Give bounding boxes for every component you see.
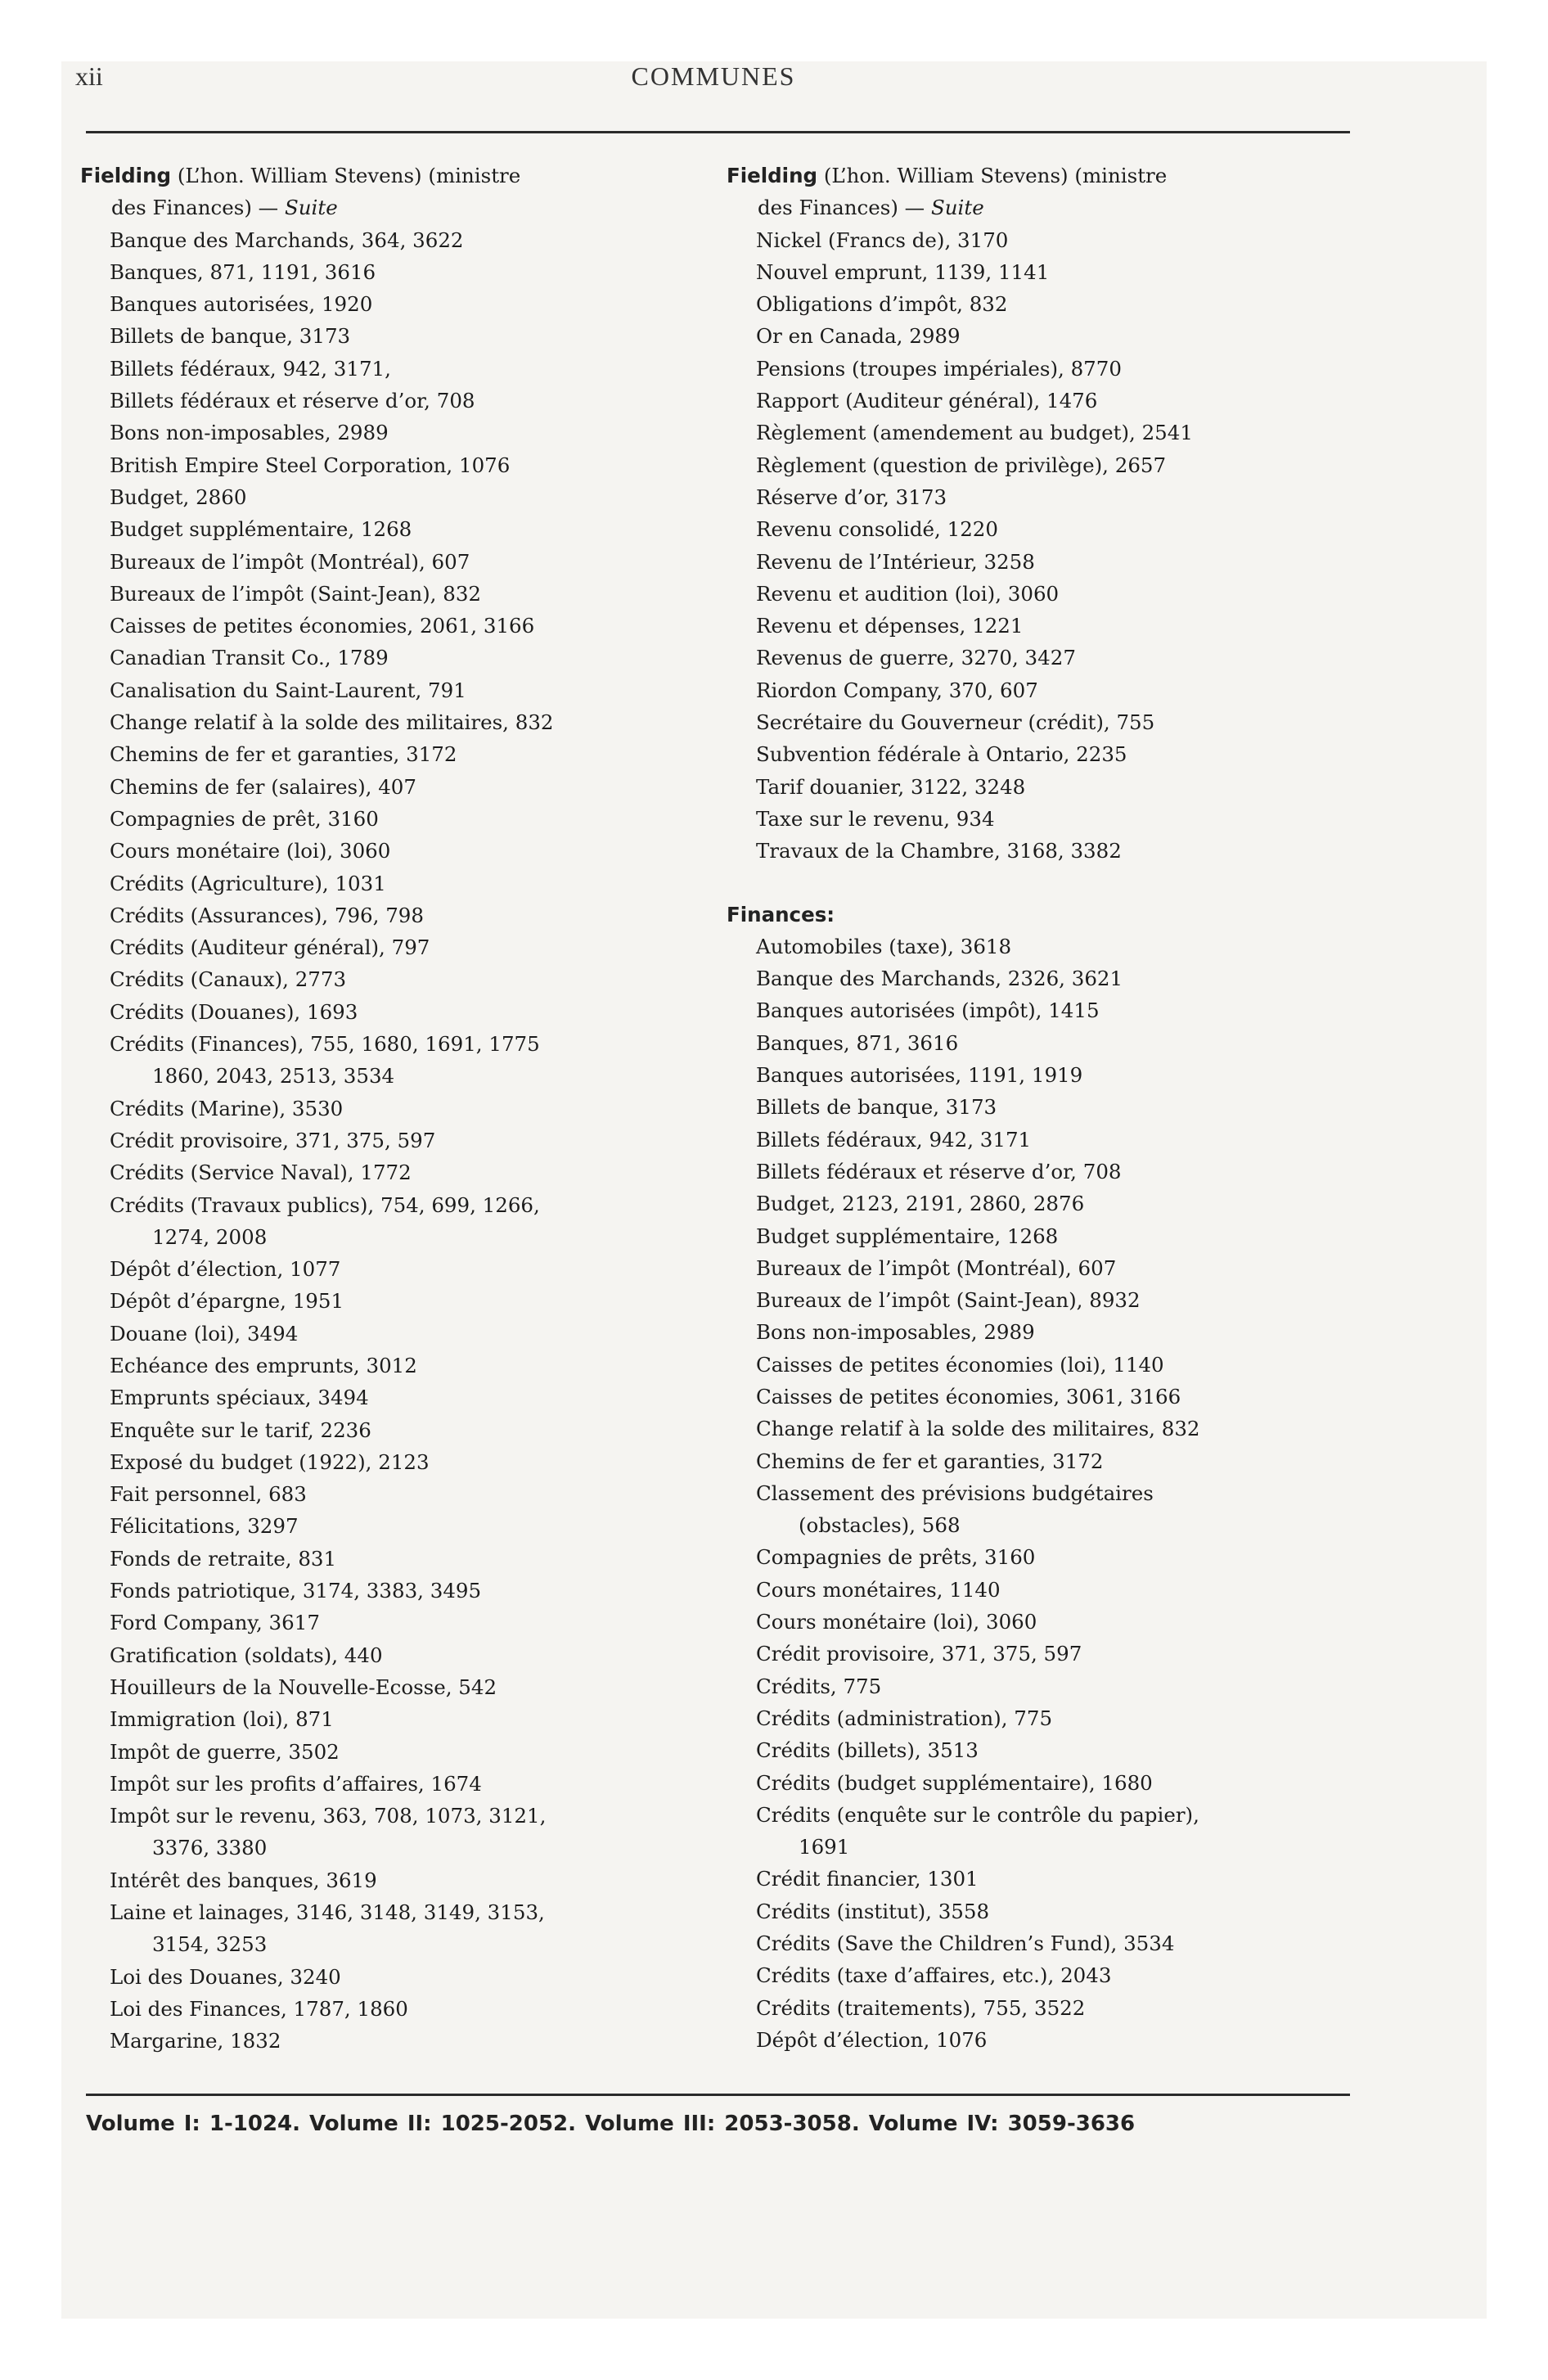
index-entry: Pensions (troupes impériales), 8770 xyxy=(756,356,1122,381)
finances-heading: Finances: xyxy=(727,902,835,926)
index-entry: Change relatif à la solde des militaires, 832 xyxy=(110,710,554,735)
finances-entry: Billets fédéraux et réserve d’or, 708 xyxy=(756,1159,1122,1183)
index-entry: Ford Company, 3617 xyxy=(110,1611,320,1635)
index-entry: Crédits (Travaux publics), 754, 699, 1266, xyxy=(110,1192,540,1217)
index-entry: Fait personnel, 683 xyxy=(110,1482,307,1507)
index-entry: Crédits (Canaux), 2773 xyxy=(110,967,347,992)
index-entry: Crédits (Douanes), 1693 xyxy=(110,999,358,1024)
suite-label: Suite xyxy=(284,196,338,220)
index-entry: Bureaux de l’impôt (Montréal), 607 xyxy=(110,549,470,574)
finances-entry: Cours monétaires, 1140 xyxy=(756,1577,1001,1602)
index-entry: Intérêt des banques, 3619 xyxy=(110,1868,377,1892)
index-entry: Secrétaire du Gouverneur (crédit), 755 xyxy=(756,710,1155,735)
index-entry: Exposé du budget (1922), 2123 xyxy=(110,1449,430,1474)
index-entry: Margarine, 1832 xyxy=(110,2029,281,2053)
finances-entry: Crédits (enquête sur le contrôle du papier), xyxy=(756,1802,1199,1827)
finances-entry: Crédit provisoire, 371, 375, 597 xyxy=(756,1642,1082,1666)
index-entry-continuation: 3154, 3253 xyxy=(152,1932,268,1957)
header-rule xyxy=(86,131,1350,133)
finances-entry: Banques autorisées, 1191, 1919 xyxy=(756,1063,1083,1088)
finances-entry: Dépôt d’élection, 1076 xyxy=(756,2027,988,2052)
finances-entry: Banques autorisées (impôt), 1415 xyxy=(756,998,1100,1023)
index-entry: Revenu et dépenses, 1221 xyxy=(756,614,1024,638)
index-entry: Budget, 2860 xyxy=(110,485,247,509)
index-entry: Emprunts spéciaux, 3494 xyxy=(110,1386,369,1410)
finances-entry: Bureaux de l’impôt (Montréal), 607 xyxy=(756,1255,1117,1280)
index-entry: Billets fédéraux et réserve d’or, 708 xyxy=(110,389,475,413)
index-entry: Echéance des emprunts, 3012 xyxy=(110,1353,417,1377)
page-number: xii xyxy=(75,61,103,91)
heading-name: Fielding xyxy=(727,164,818,187)
heading-name: Fielding xyxy=(80,164,172,187)
index-entry: Billets de banque, 3173 xyxy=(110,324,351,349)
finances-entry: Banques, 871, 3616 xyxy=(756,1030,959,1055)
index-heading xyxy=(727,160,1365,192)
finances-entry: Crédits (budget supplémentaire), 1680 xyxy=(756,1770,1153,1795)
index-entry: Cours monétaire (loi), 3060 xyxy=(110,839,391,863)
index-entry: Crédits (Agriculture), 1031 xyxy=(110,871,386,895)
index-entry: Crédit provisoire, 371, 375, 597 xyxy=(110,1128,436,1152)
heading-rest: (L’hon. William Stevens) (ministre xyxy=(171,164,521,187)
finances-entry: Chemins de fer et garanties, 3172 xyxy=(756,1449,1104,1473)
index-entry: Laine et lainages, 3146, 3148, 3149, 3153, xyxy=(110,1900,545,1925)
finances-entry-continuation: 1691 xyxy=(799,1835,850,1859)
index-entry: Taxe sur le revenu, 934 xyxy=(756,806,995,831)
index-entry: Crédits (Assurances), 796, 798 xyxy=(110,903,424,927)
finances-entry: Change relatif à la solde des militaires, 832 xyxy=(756,1417,1200,1441)
index-entry: Billets fédéraux, 942, 3171, xyxy=(110,356,391,381)
index-column-left xyxy=(80,160,718,2058)
index-entry: Revenu consolidé, 1220 xyxy=(756,517,998,542)
index-entry: Subvention fédérale à Ontario, 2235 xyxy=(756,742,1127,767)
index-entry: Immigration (loi), 871 xyxy=(110,1707,334,1732)
index-entry: Or en Canada, 2989 xyxy=(756,324,961,349)
index-entry: Revenu de l’Intérieur, 3258 xyxy=(756,549,1035,574)
index-entry: Dépôt d’épargne, 1951 xyxy=(110,1289,344,1314)
index-entry: Rapport (Auditeur général), 1476 xyxy=(756,389,1098,413)
finances-entry: Compagnies de prêts, 3160 xyxy=(756,1545,1036,1570)
index-entry-continuation: 1860, 2043, 2513, 3534 xyxy=(152,1064,395,1089)
index-entry: Revenu et audition (loi), 3060 xyxy=(756,581,1060,606)
index-entry: Bons non-imposables, 2989 xyxy=(110,421,389,445)
index-entry: Crédits (Service Naval), 1772 xyxy=(110,1161,412,1185)
index-entry: Riordon Company, 370, 607 xyxy=(756,678,1038,702)
index-entry: Chemins de fer et garanties, 3172 xyxy=(110,742,457,767)
finances-entry: Budget, 2123, 2191, 2860, 2876 xyxy=(756,1192,1085,1216)
index-entry: Caisses de petites économies, 2061, 3166 xyxy=(110,614,535,638)
index-entry: Enquête sur le tarif, 2236 xyxy=(110,1418,371,1442)
heading-rest: (L’hon. William Stevens) (ministre xyxy=(817,164,1168,187)
running-title: COMMUNES xyxy=(631,61,796,91)
finances-entry: Caisses de petites économies (loi), 1140 xyxy=(756,1352,1164,1377)
index-subheading xyxy=(727,192,1365,223)
finances-entry: Crédits (taxe d’affaires, etc.), 2043 xyxy=(756,1963,1112,1988)
index-entry-continuation: 3376, 3380 xyxy=(152,1836,268,1860)
index-entry: Impôt sur les profits d’affaires, 1674 xyxy=(110,1771,482,1796)
finances-entry: Crédits (administration), 775 xyxy=(756,1706,1053,1730)
index-entry: Impôt sur le revenu, 363, 708, 1073, 3121, xyxy=(110,1804,547,1828)
index-entry: Nickel (Francs de), 3170 xyxy=(756,228,1009,252)
index-heading xyxy=(80,160,718,192)
index-entry: Chemins de fer (salaires), 407 xyxy=(110,774,416,799)
finances-entry: Billets fédéraux, 942, 3171 xyxy=(756,1127,1032,1152)
index-entry: British Empire Steel Corporation, 1076 xyxy=(110,453,511,477)
index-entry: Félicitations, 3297 xyxy=(110,1514,299,1539)
finances-entry: Billets de banque, 3173 xyxy=(756,1095,997,1120)
index-entry: Revenus de guerre, 3270, 3427 xyxy=(756,646,1076,670)
index-entry: Compagnies de prêt, 3160 xyxy=(110,806,379,831)
index-entry: Nouvel emprunt, 1139, 1141 xyxy=(756,259,1050,284)
subhead-text: des Finances) — xyxy=(111,196,279,220)
index-entry: Canadian Transit Co., 1789 xyxy=(110,646,389,670)
index-entry: Fonds patriotique, 3174, 3383, 3495 xyxy=(110,1579,482,1603)
index-entry: Loi des Finances, 1787, 1860 xyxy=(110,1996,408,2021)
volume-ranges-footer: Volume I: 1-1024. Volume II: 1025-2052. Volume III: 2053-3058. Volume IV: 3059-3636 xyxy=(86,2112,1136,2136)
index-entry: Travaux de la Chambre, 3168, 3382 xyxy=(756,839,1122,863)
finances-entry: Budget supplémentaire, 1268 xyxy=(756,1224,1059,1248)
index-entry: Budget supplémentaire, 1268 xyxy=(110,517,412,542)
index-entry: Réserve d’or, 3173 xyxy=(756,485,947,509)
index-entry: Crédits (Finances), 755, 1680, 1691, 1775 xyxy=(110,1032,540,1057)
finances-entry: Crédit financier, 1301 xyxy=(756,1867,979,1891)
index-entry: Loi des Douanes, 3240 xyxy=(110,1964,341,1989)
finances-entry: Crédits (traitements), 755, 3522 xyxy=(756,1995,1086,2020)
finances-entry: Bons non-imposables, 2989 xyxy=(756,1320,1035,1345)
finances-entry-continuation: (obstacles), 568 xyxy=(799,1513,961,1538)
index-entry-continuation: 1274, 2008 xyxy=(152,1224,268,1249)
finances-entry: Crédits (Save the Children’s Fund), 3534 xyxy=(756,1931,1175,1956)
finances-entry: Crédits (billets), 3513 xyxy=(756,1738,979,1763)
index-entry: Banques autorisées, 1920 xyxy=(110,292,373,317)
finances-entry: Classement des prévisions budgétaires xyxy=(756,1481,1154,1505)
index-column-right xyxy=(727,160,1365,2056)
index-entry: Banques, 871, 1191, 3616 xyxy=(110,259,376,284)
footer-rule xyxy=(86,2094,1350,2096)
subhead-text: des Finances) — xyxy=(758,196,925,220)
finances-entry: Crédits, 775 xyxy=(756,1674,882,1698)
index-entry: Crédits (Marine), 3530 xyxy=(110,1096,344,1120)
index-entry: Bureaux de l’impôt (Saint-Jean), 832 xyxy=(110,581,482,606)
finances-entry: Automobiles (taxe), 3618 xyxy=(756,934,1012,958)
finances-entry: Banque des Marchands, 2326, 3621 xyxy=(756,967,1123,991)
finances-entry: Crédits (institut), 3558 xyxy=(756,1899,990,1923)
index-entry: Règlement (amendement au budget), 2541 xyxy=(756,421,1193,445)
index-entry: Règlement (question de privilège), 2657 xyxy=(756,453,1167,477)
index-subheading xyxy=(80,192,718,223)
section-gap xyxy=(727,868,1365,899)
index-entry: Fonds de retraite, 831 xyxy=(110,1546,337,1571)
index-entry: Tarif douanier, 3122, 3248 xyxy=(756,774,1026,799)
index-entry: Banque des Marchands, 364, 3622 xyxy=(110,228,464,252)
finances-entry: Cours monétaire (loi), 3060 xyxy=(756,1610,1037,1634)
index-entry: Obligations d’impôt, 832 xyxy=(756,292,1008,317)
index-entry: Canalisation du Saint-Laurent, 791 xyxy=(110,678,466,702)
index-entry: Dépôt d’élection, 1077 xyxy=(110,1257,341,1282)
finances-entry: Caisses de petites économies, 3061, 3166 xyxy=(756,1384,1181,1409)
index-entry: Gratification (soldats), 440 xyxy=(110,1643,383,1667)
index-entry: Impôt de guerre, 3502 xyxy=(110,1739,340,1764)
page-header xyxy=(75,61,1352,110)
index-entry: Crédits (Auditeur général), 797 xyxy=(110,935,430,960)
index-entry: Douane (loi), 3494 xyxy=(110,1321,299,1346)
index-entry: Houilleurs de la Nouvelle-Ecosse, 542 xyxy=(110,1675,497,1699)
suite-label: Suite xyxy=(930,196,984,220)
finances-entry: Bureaux de l’impôt (Saint-Jean), 8932 xyxy=(756,1288,1141,1313)
